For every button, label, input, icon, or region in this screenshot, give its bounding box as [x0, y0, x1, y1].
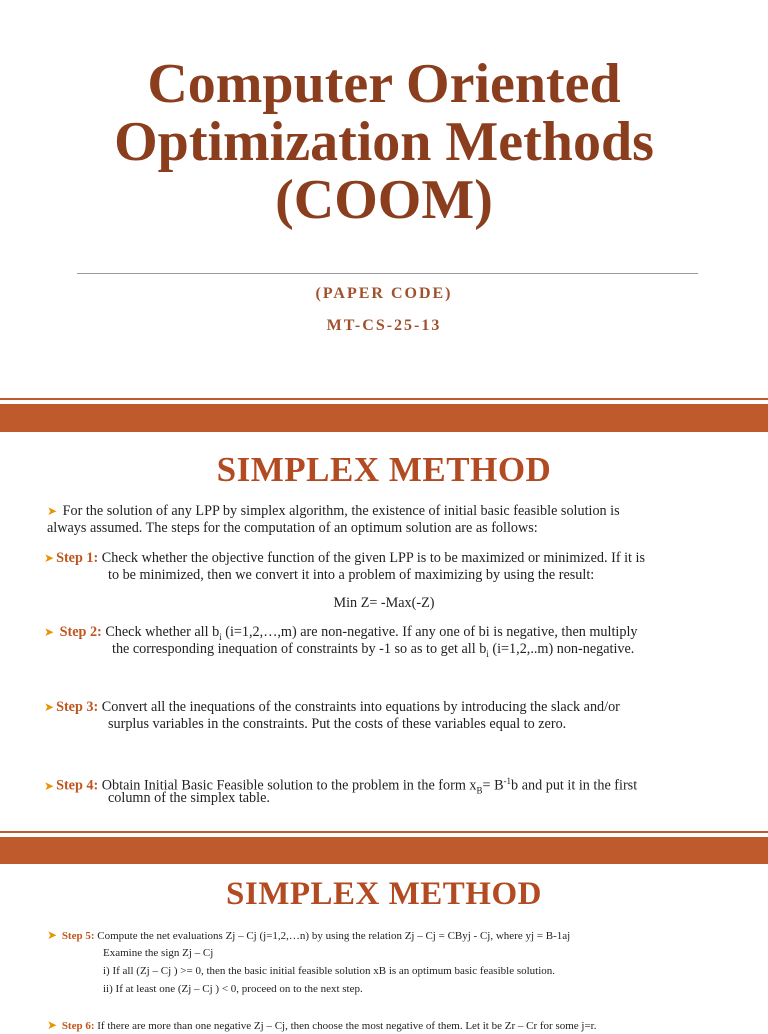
intro-paragraph [47, 503, 725, 537]
step5-line-2: Examine the sign Zj – Cj [103, 947, 214, 959]
step-label: Step 4: [56, 777, 99, 794]
arrow-bullet-icon: ➤ [44, 700, 55, 714]
slide-heading: SIMPLEX METHOD [226, 876, 542, 912]
separator-line [0, 398, 768, 400]
arrow-bullet-icon: ➤ [47, 1018, 58, 1032]
title-line-1: Computer Oriented [147, 53, 621, 115]
step4-line-2: column of the simplex table. [108, 790, 270, 806]
superscript: -1 [503, 776, 512, 786]
step2-line2-b: (i=1,2,..m) non-negative. [488, 641, 635, 657]
subscript: B [476, 785, 483, 796]
arrow-bullet-icon: ➤ [47, 928, 58, 942]
intro-line-2: always assumed. The steps for the computation of an optimum solution are as follows: [47, 520, 538, 536]
paper-code-label: (PAPER CODE) [315, 285, 453, 302]
arrow-bullet-icon: ➤ [44, 778, 55, 793]
step1 [44, 550, 734, 567]
arrow-bullet-icon: ➤ [47, 504, 58, 518]
step6 [47, 1017, 747, 1034]
step-label: Step 6: [61, 1020, 95, 1032]
step-label: Step 3: [56, 699, 99, 715]
step1-line-1: Check whether the objective function of the given LPP is to be maximized or minimized. If it is [101, 550, 645, 566]
step2-text-b: (i=1,2,…,m) are non-negative. If any one of bi is negative, then multiply [221, 624, 638, 640]
arrow-bullet-icon: ➤ [44, 625, 55, 639]
title-line-2: Optimization Methods [114, 111, 654, 173]
step2-text-a: Check whether all b [105, 624, 220, 640]
slide-heading: SIMPLEX METHOD [216, 450, 552, 489]
step5 [47, 927, 747, 944]
step3-line-2: surplus variables in the constraints. Put the costs of these variables equal to zero. [108, 716, 567, 732]
formula: Min Z= -Max(-Z) [333, 595, 435, 611]
content-slide-2 [0, 864, 768, 1032]
step-label: Step 1: [56, 550, 99, 566]
subscript: i [219, 631, 222, 642]
step1-line-2: to be minimized, then we convert it into a problem of maximizing by using the result: [108, 567, 595, 583]
separator-line [0, 831, 768, 833]
step5-line-1: Compute the net evaluations Zj – Cj (j=1,2,…n) by using the relation Zj – Cj = CByj - Cj, where yj = B-1aj [97, 930, 571, 942]
step3 [44, 699, 734, 716]
subscript: i [486, 648, 489, 659]
step4-text-a: Obtain Initial Basic Feasible solution to the problem in the form x [101, 777, 477, 794]
divider [77, 273, 698, 274]
separator-bar [0, 837, 768, 864]
step6-line-1: If there are more than one negative Zj – Cj, then choose the most negative of them. Let it be Zr – Cr for some j=r. [97, 1020, 597, 1032]
step5-line-4: ii) If at least one (Zj – Cj ) < 0, proceed on to the next step. [103, 983, 363, 995]
step3-line-1: Convert all the inequations of the constraints into equations by introducing the slack and/or [101, 699, 620, 715]
step5-line-3: i) If all (Zj – Cj ) >= 0, then the basic initial feasible solution xB is an optimum basic feasible solution. [103, 965, 556, 977]
content-slide-1 [0, 432, 768, 830]
slide-title [0, 55, 768, 229]
step-label: Step 2: [59, 624, 102, 640]
step2-line2-a: the corresponding inequation of constraints by -1 so as to get all b [112, 641, 487, 657]
step4-text-b: = B [482, 777, 504, 794]
step4-text-c: b and put it in the first [511, 777, 638, 794]
step2-line-2 [112, 641, 634, 663]
paper-code: MT-CS-25-13 [326, 317, 442, 334]
arrow-bullet-icon: ➤ [44, 551, 55, 565]
separator-bar [0, 404, 768, 432]
intro-line-1: For the solution of any LPP by simplex algorithm, the existence of initial basic feasible solution is [62, 503, 620, 519]
step-label: Step 5: [61, 930, 95, 942]
title-slide [0, 0, 768, 400]
title-line-3: (COOM) [275, 169, 493, 231]
